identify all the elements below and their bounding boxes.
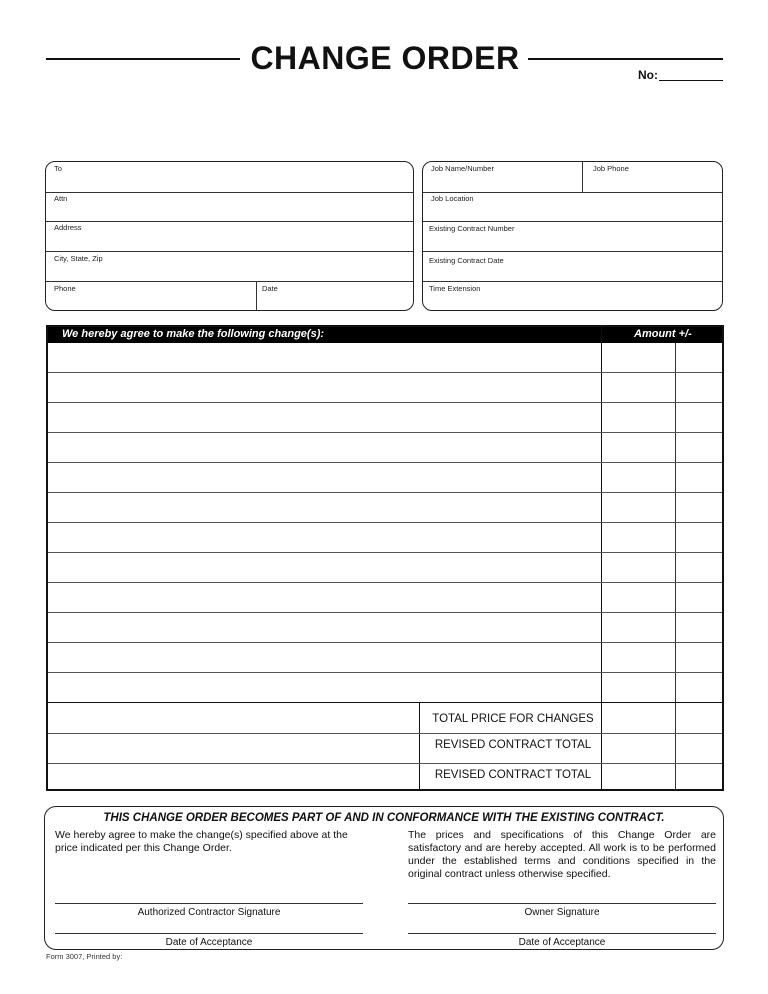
table-row[interactable] bbox=[48, 612, 722, 613]
changes-heading: We hereby agree to make the following change(s): bbox=[62, 328, 325, 340]
page-title: CHANGE ORDER bbox=[250, 40, 520, 76]
owner-signature-line[interactable] bbox=[408, 903, 716, 904]
table-row[interactable] bbox=[48, 702, 722, 703]
field-time-extension[interactable]: Time Extension bbox=[429, 284, 481, 293]
title-rule-right bbox=[528, 58, 723, 60]
field-existing-contract-date[interactable]: Existing Contract Date bbox=[429, 256, 504, 265]
customer-info-box bbox=[45, 161, 414, 311]
field-job-phone[interactable]: Job Phone bbox=[593, 164, 629, 173]
table-row[interactable] bbox=[48, 492, 722, 493]
form-number: Form 3007, Printed by: bbox=[46, 952, 123, 961]
field-attn[interactable]: Attn bbox=[54, 194, 68, 203]
table-row[interactable] bbox=[48, 522, 722, 523]
field-address[interactable]: Address bbox=[54, 223, 82, 232]
total-price-for-changes-label: TOTAL PRICE FOR CHANGES bbox=[432, 713, 594, 725]
revised-contract-total-label: REVISED CONTRACT TOTAL bbox=[434, 739, 592, 751]
table-row[interactable] bbox=[48, 402, 722, 403]
amount-heading: Amount +/- bbox=[634, 328, 692, 340]
field-to[interactable]: To bbox=[54, 164, 62, 173]
owner-date-line[interactable] bbox=[408, 933, 716, 934]
field-existing-contract-number[interactable]: Existing Contract Number bbox=[429, 224, 515, 233]
table-row[interactable] bbox=[48, 733, 722, 734]
field-job-name-number[interactable]: Job Name/Number bbox=[431, 164, 494, 173]
table-row[interactable] bbox=[48, 642, 722, 643]
contractor-signature-label: Authorized Contractor Signature bbox=[137, 907, 281, 918]
order-number-field[interactable] bbox=[659, 80, 723, 81]
owner-date-label: Date of Acceptance bbox=[518, 937, 606, 948]
table-row[interactable] bbox=[48, 462, 722, 463]
table-row[interactable] bbox=[48, 552, 722, 553]
table-row[interactable] bbox=[48, 432, 722, 433]
contractor-date-label: Date of Acceptance bbox=[165, 937, 253, 948]
contractor-agreement-text: We hereby agree to make the change(s) specified above at the price indicated per this Change Order. bbox=[55, 829, 348, 854]
owner-signature-label: Owner Signature bbox=[524, 907, 600, 918]
field-phone[interactable]: Phone bbox=[54, 284, 76, 293]
acceptance-box bbox=[44, 806, 724, 950]
title-rule-left bbox=[46, 58, 240, 60]
table-row[interactable] bbox=[48, 582, 722, 583]
table-row[interactable] bbox=[48, 372, 722, 373]
field-job-location[interactable]: Job Location bbox=[431, 194, 474, 203]
changes-table bbox=[46, 325, 724, 791]
table-header bbox=[48, 327, 722, 343]
order-number-label: No: bbox=[638, 68, 658, 82]
revised-contract-total-label-2: REVISED CONTRACT TOTAL bbox=[434, 769, 592, 781]
job-info-box bbox=[422, 161, 723, 311]
acceptance-title: THIS CHANGE ORDER BECOMES PART OF AND IN CONFORMANCE WITH THE EXISTING CONTRACT. bbox=[103, 812, 665, 824]
owner-acceptance-text: The prices and specifications of this Change Order are satisfactory and are hereby accepted. All work is to be performed under the established terms and conditions specified in the original contract unless otherwise specified. bbox=[408, 829, 716, 880]
table-row[interactable] bbox=[48, 672, 722, 673]
field-date[interactable]: Date bbox=[262, 284, 278, 293]
contractor-date-line[interactable] bbox=[55, 933, 363, 934]
contractor-signature-line[interactable] bbox=[55, 903, 363, 904]
field-city-state-zip[interactable]: City, State, Zip bbox=[54, 254, 103, 263]
table-row[interactable] bbox=[48, 763, 722, 764]
